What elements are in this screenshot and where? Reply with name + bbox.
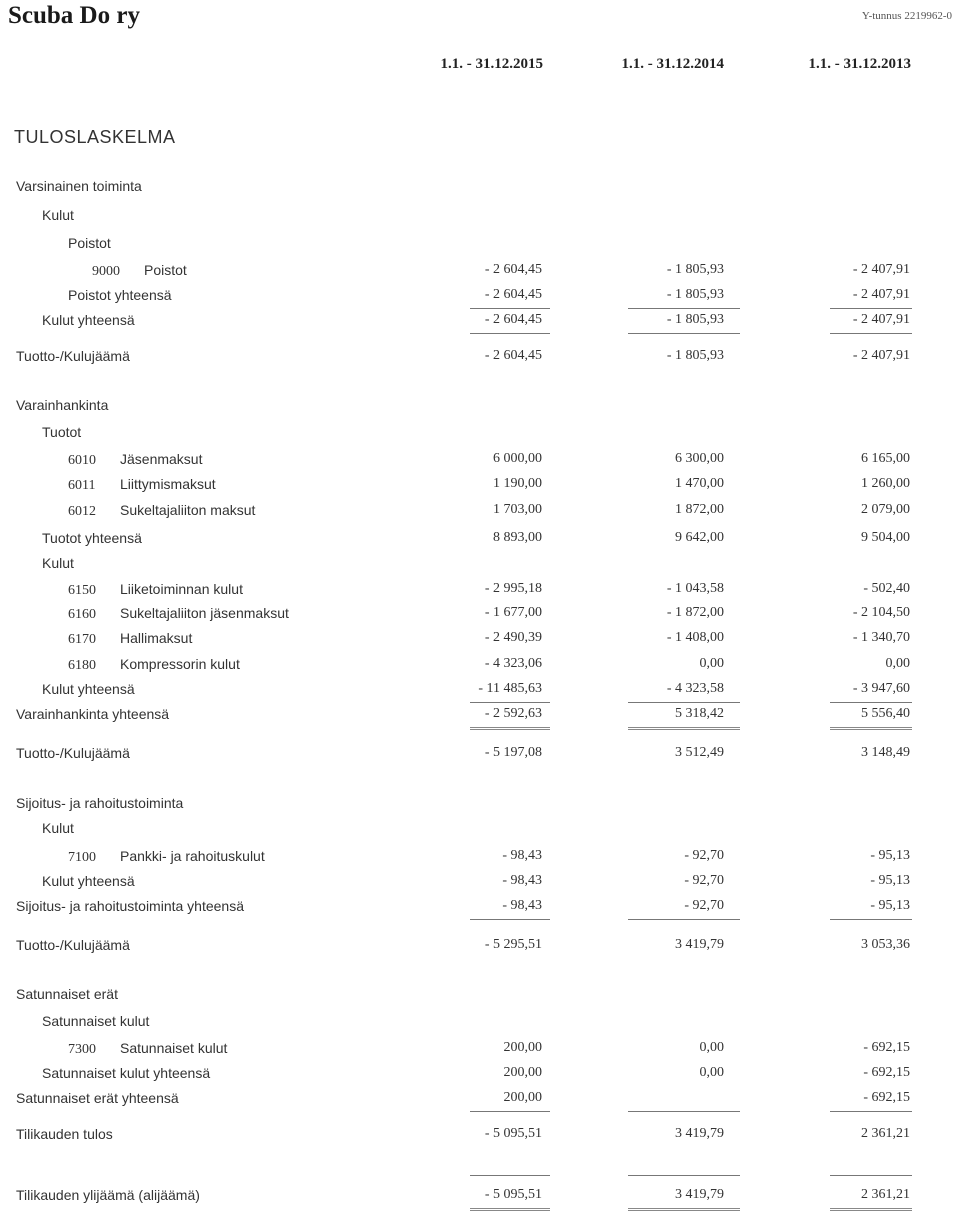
- amount-2015: 200,00: [503, 1040, 542, 1055]
- total-rule: [628, 333, 740, 334]
- total-rule: [628, 1175, 740, 1176]
- account-name: Liittymismaksut: [120, 476, 216, 492]
- amount-2014: - 1 805,93: [666, 312, 724, 327]
- amount-2015: - 98,43: [502, 873, 542, 888]
- row-label: [42, 820, 74, 836]
- account-name: Liiketoiminnan kulut: [120, 581, 243, 597]
- account-name: Poistot: [144, 262, 187, 278]
- account-name: Kulut yhteensä: [42, 873, 135, 889]
- amount-2015: - 2 604,45: [484, 287, 542, 302]
- statement-row: [0, 348, 960, 368]
- amount-2015: - 11 485,63: [478, 681, 542, 696]
- amount-2013: - 692,15: [863, 1090, 910, 1105]
- amount-2015: 200,00: [503, 1065, 542, 1080]
- statement-row: [0, 287, 960, 307]
- amount-2014: - 1 805,93: [666, 262, 724, 277]
- total-rule: [830, 308, 912, 309]
- total-double-rule: [470, 727, 550, 730]
- total-rule: [628, 919, 740, 920]
- account-name: Tuotto-/Kulujäämä: [16, 937, 130, 953]
- amount-2014: - 4 323,58: [666, 681, 724, 696]
- amount-2015: - 2 592,63: [484, 706, 542, 721]
- account-name: Tuotto-/Kulujäämä: [16, 745, 130, 761]
- amount-2015: 200,00: [503, 1090, 542, 1105]
- amount-2013: - 95,13: [870, 848, 910, 863]
- row-label: [16, 706, 169, 722]
- amount-2013: 1 260,00: [861, 476, 910, 491]
- amount-2014: 5 318,42: [675, 706, 724, 721]
- row-label: [16, 898, 244, 914]
- organization-name: Scuba Do ry: [8, 2, 140, 29]
- statement-row: [0, 1040, 960, 1060]
- amount-2013: - 2 407,91: [852, 348, 910, 363]
- account-code: 7300: [68, 1042, 96, 1057]
- statement-title: TULOSLASKELMA: [14, 127, 176, 147]
- row-label: [68, 502, 255, 520]
- account-name: Jäsenmaksut: [120, 451, 203, 467]
- account-name: Poistot yhteensä: [68, 287, 172, 303]
- total-rule: [830, 919, 912, 920]
- row-label: [68, 1040, 227, 1058]
- total-double-rule: [830, 727, 912, 730]
- column-header-2013: 1.1. - 31.12.2013: [808, 56, 911, 72]
- row-label: [92, 262, 187, 280]
- total-rule: [470, 1175, 550, 1176]
- statement-row: [0, 312, 960, 332]
- amount-2014: - 1 805,93: [666, 348, 724, 363]
- account-code: 6012: [68, 504, 96, 519]
- row-label: [16, 1126, 113, 1142]
- column-header-2014: 1.1. - 31.12.2014: [621, 56, 724, 72]
- amount-2013: - 2 407,91: [852, 312, 910, 327]
- amount-2015: - 98,43: [502, 848, 542, 863]
- amount-2014: 3 419,79: [675, 1187, 724, 1202]
- statement-row: [0, 681, 960, 701]
- row-label: [16, 986, 118, 1002]
- amount-2013: - 502,40: [863, 581, 910, 596]
- account-name: Kulut yhteensä: [42, 312, 135, 328]
- statement-row: [0, 898, 960, 918]
- amount-2015: 1 190,00: [493, 476, 542, 491]
- account-name: Kompressorin kulut: [120, 656, 240, 672]
- amount-2013: 3 053,36: [861, 937, 910, 952]
- amount-2014: 6 300,00: [675, 451, 724, 466]
- account-name: Sijoitus- ja rahoitustoiminta: [16, 795, 184, 811]
- account-name: Satunnaiset kulut yhteensä: [42, 1065, 211, 1081]
- amount-2014: - 92,70: [684, 848, 724, 863]
- total-rule: [830, 702, 912, 703]
- statement-row: [0, 1187, 960, 1207]
- account-name: Satunnaiset kulut: [120, 1040, 228, 1056]
- account-name: Hallimaksut: [120, 630, 193, 646]
- total-rule: [470, 702, 550, 703]
- statement-row: [0, 476, 960, 496]
- amount-2015: - 4 323,06: [484, 656, 542, 671]
- total-rule: [628, 702, 740, 703]
- row-label: [42, 555, 74, 571]
- amount-2014: 0,00: [699, 1065, 724, 1080]
- amount-2014: 3 419,79: [675, 937, 724, 952]
- row-label: [42, 1065, 210, 1081]
- row-label: [16, 397, 108, 413]
- column-header-2015: 1.1. - 31.12.2015: [440, 56, 543, 72]
- amount-2013: - 3 947,60: [852, 681, 910, 696]
- row-label: [42, 681, 135, 697]
- total-rule: [628, 1111, 740, 1112]
- row-label: [16, 795, 183, 811]
- amount-2013: - 692,15: [863, 1065, 910, 1080]
- account-name: Tuotot: [42, 424, 82, 440]
- statement-row: [0, 1013, 960, 1033]
- statement-row: [0, 235, 960, 255]
- statement-row: [0, 656, 960, 676]
- account-code: 6150: [68, 583, 96, 598]
- row-label: [16, 178, 142, 194]
- row-label: [42, 207, 74, 223]
- statement-row: [0, 795, 960, 815]
- amount-2014: - 92,70: [684, 873, 724, 888]
- total-rule: [470, 333, 550, 334]
- row-label: [16, 1090, 179, 1106]
- amount-2015: 1 703,00: [493, 502, 542, 517]
- row-label: [42, 312, 135, 328]
- statement-row: [0, 530, 960, 550]
- account-name: Tilikauden ylijäämä (alijäämä): [16, 1187, 200, 1203]
- account-name: Tilikauden tulos: [16, 1126, 113, 1142]
- account-code: 6180: [68, 658, 96, 673]
- statement-row: [0, 937, 960, 957]
- row-label: [16, 745, 130, 761]
- account-name: Satunnaiset kulut: [42, 1013, 150, 1029]
- amount-2014: - 1 805,93: [666, 287, 724, 302]
- statement-row: [0, 820, 960, 840]
- row-label: [42, 530, 142, 546]
- statement-row: [0, 262, 960, 282]
- total-rule: [830, 1111, 912, 1112]
- statement-row: [0, 873, 960, 893]
- row-label: [68, 287, 172, 303]
- amount-2013: - 95,13: [870, 873, 910, 888]
- amount-2014: 3 512,49: [675, 745, 724, 760]
- amount-2015: - 5 197,08: [484, 745, 542, 760]
- total-rule: [628, 308, 740, 309]
- account-code: 6170: [68, 632, 96, 647]
- account-name: Pankki- ja rahoituskulut: [120, 848, 265, 864]
- row-label: [16, 937, 130, 953]
- account-name: Varsinainen toiminta: [16, 178, 142, 194]
- statement-row: [0, 1090, 960, 1110]
- amount-2014: - 92,70: [684, 898, 724, 913]
- row-label: [68, 476, 216, 494]
- account-code: 6010: [68, 453, 96, 468]
- amount-2015: - 5 095,51: [484, 1126, 542, 1141]
- account-name: Poistot: [68, 235, 111, 251]
- statement-row: [0, 1126, 960, 1146]
- amount-2013: - 95,13: [870, 898, 910, 913]
- account-name: Varainhankinta yhteensä: [16, 706, 170, 722]
- amount-2014: 3 419,79: [675, 1126, 724, 1141]
- row-label: [68, 451, 202, 469]
- row-label: [68, 581, 243, 599]
- total-double-rule: [628, 727, 740, 730]
- amount-2013: 2 361,21: [861, 1126, 910, 1141]
- statement-row: [0, 502, 960, 522]
- account-name: Tuotto-/Kulujäämä: [16, 348, 130, 364]
- amount-2015: - 5 095,51: [484, 1187, 542, 1202]
- amount-2013: 2 361,21: [861, 1187, 910, 1202]
- amount-2013: 6 165,00: [861, 451, 910, 466]
- amount-2013: 5 556,40: [861, 706, 910, 721]
- total-rule: [470, 919, 550, 920]
- account-code: 6160: [68, 607, 96, 622]
- statement-row: [0, 207, 960, 227]
- row-label: [68, 605, 289, 623]
- amount-2014: 0,00: [699, 656, 724, 671]
- account-name: Satunnaiset erät: [16, 986, 118, 1002]
- statement-row: [0, 848, 960, 868]
- total-double-rule: [830, 1208, 912, 1211]
- statement-row: [0, 581, 960, 601]
- total-rule: [830, 1175, 912, 1176]
- row-label: [42, 1013, 149, 1029]
- amount-2013: - 692,15: [863, 1040, 910, 1055]
- account-name: Kulut yhteensä: [42, 681, 135, 697]
- amount-2013: 0,00: [885, 656, 910, 671]
- total-double-rule: [470, 1208, 550, 1211]
- row-label: [42, 873, 135, 889]
- amount-2015: - 5 295,51: [484, 937, 542, 952]
- account-code: 7100: [68, 850, 96, 865]
- row-label: [68, 630, 192, 648]
- statement-row: [0, 605, 960, 625]
- account-name: Sukeltajaliiton jäsenmaksut: [120, 605, 289, 621]
- amount-2014: 9 642,00: [675, 530, 724, 545]
- amount-2015: - 98,43: [502, 898, 542, 913]
- account-name: Sukeltajaliiton maksut: [120, 502, 256, 518]
- amount-2015: - 2 604,45: [484, 348, 542, 363]
- row-label: [16, 1187, 200, 1203]
- total-double-rule: [628, 1208, 740, 1211]
- amount-2015: 6 000,00: [493, 451, 542, 466]
- account-name: Satunnaiset erät yhteensä: [16, 1090, 179, 1106]
- statement-row: [0, 178, 960, 198]
- account-code: 9000: [92, 264, 120, 279]
- row-label: [68, 656, 240, 674]
- amount-2014: - 1 408,00: [666, 630, 724, 645]
- amount-2015: - 1 677,00: [484, 605, 542, 620]
- account-name: Kulut: [42, 555, 74, 571]
- account-name: Sijoitus- ja rahoitustoiminta yhteensä: [16, 898, 245, 914]
- row-label: [42, 424, 81, 440]
- account-name: Kulut: [42, 207, 74, 223]
- statement-row: [0, 986, 960, 1006]
- amount-2015: - 2 490,39: [484, 630, 542, 645]
- amount-2014: 1 470,00: [675, 476, 724, 491]
- statement-row: [0, 397, 960, 417]
- business-id: Y-tunnus 2219962-0: [861, 10, 952, 22]
- total-rule: [470, 308, 550, 309]
- amount-2014: - 1 043,58: [666, 581, 724, 596]
- amount-2013: 9 504,00: [861, 530, 910, 545]
- row-label: [16, 348, 130, 364]
- amount-2014: 1 872,00: [675, 502, 724, 517]
- amount-2013: 2 079,00: [861, 502, 910, 517]
- amount-2014: 0,00: [699, 1040, 724, 1055]
- amount-2013: - 2 407,91: [852, 287, 910, 302]
- amount-2015: - 2 604,45: [484, 262, 542, 277]
- amount-2013: - 2 407,91: [852, 262, 910, 277]
- amount-2013: - 2 104,50: [852, 605, 910, 620]
- amount-2015: 8 893,00: [493, 530, 542, 545]
- row-label: [68, 848, 265, 866]
- row-label: [68, 235, 111, 251]
- account-name: Tuotot yhteensä: [42, 530, 142, 546]
- amount-2015: - 2 995,18: [484, 581, 542, 596]
- amount-2014: - 1 872,00: [666, 605, 724, 620]
- statement-row: [0, 424, 960, 444]
- statement-row: [0, 555, 960, 575]
- statement-row: [0, 745, 960, 765]
- account-name: Kulut: [42, 820, 74, 836]
- total-rule: [470, 1111, 550, 1112]
- total-rule: [830, 333, 912, 334]
- account-name: Varainhankinta: [16, 397, 109, 413]
- statement-row: [0, 706, 960, 726]
- amount-2013: - 1 340,70: [852, 630, 910, 645]
- amount-2015: - 2 604,45: [484, 312, 542, 327]
- statement-row: [0, 1065, 960, 1085]
- account-code: 6011: [68, 478, 96, 493]
- statement-row: [0, 630, 960, 650]
- statement-row: [0, 451, 960, 471]
- amount-2013: 3 148,49: [861, 745, 910, 760]
